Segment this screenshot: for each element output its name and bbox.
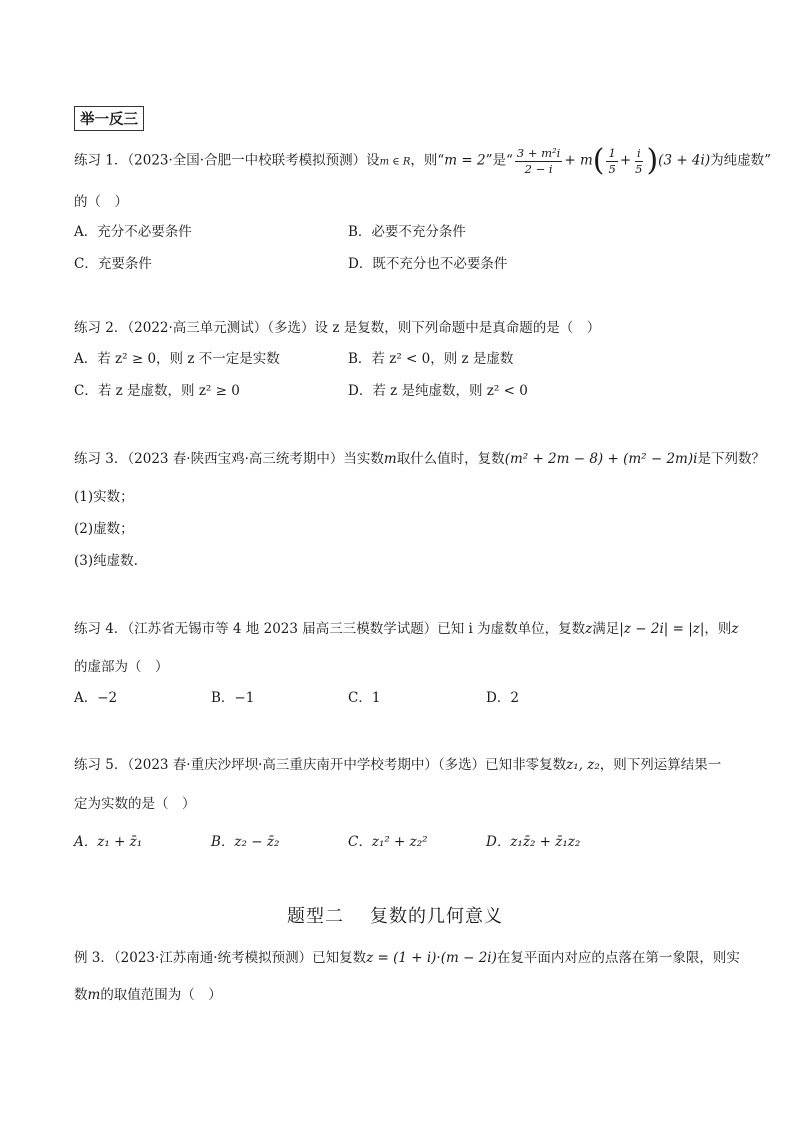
example3-label: 例 3． (74, 950, 114, 966)
ex4-label: 练习 4． (74, 621, 128, 637)
ex4-var-z: z (585, 621, 593, 637)
ex3-item-2: (2)虚数； (74, 521, 134, 537)
ex1-source: （2023·全国·合肥一中校联考模拟预测） (127, 152, 367, 169)
ex1-frac2: $\frac{1}{5}$ (608, 146, 616, 176)
ex1-plus-m: + m (564, 152, 593, 169)
section2-title-b: 复数的几何意义 (370, 906, 503, 927)
ex3-source: （2023 春·陕西宝鸡·高三统考期中） (127, 451, 344, 467)
ex4-expr: |z − 2i| = |z| (619, 621, 705, 637)
ex5-option-b: B．z₂ − z̄₂ (211, 834, 280, 850)
ex1-text-c: ”是“ (485, 152, 513, 169)
ex5-option-d: D．z₁z̄₂ + z̄₁z₂ (486, 834, 581, 850)
ex2-label: 练习 2． (74, 320, 128, 336)
ex3-item-1: (1)实数； (74, 489, 134, 505)
ex5-option-c: C．z₁² + z₂² (348, 834, 428, 850)
ex4-option-d: D．2 (486, 690, 519, 706)
ex2-text: 设 z 是复数，则下列命题中是真命题的是（ ） (314, 320, 601, 336)
ex3-text-a: 当实数 (343, 451, 384, 467)
example3-text-b: 在复平面内对应的点落在第一象限，则实 (496, 950, 740, 966)
ex3-label: 练习 3． (74, 451, 128, 467)
example3-question (74, 946, 740, 966)
ex1-text-d: 为纯虚数” (710, 152, 772, 169)
ex3-item-3: (3)纯虚数. (74, 553, 138, 569)
example3-var-m: m (87, 987, 101, 1003)
ex5-text-a: 已知非零复数 (485, 757, 567, 773)
ex4-var-z2: z (731, 621, 739, 637)
ex1-m-eq: m = 2 (444, 152, 486, 169)
ex3-var-m: m (383, 451, 397, 467)
section2-title (287, 902, 503, 928)
ex1-frac1: $\frac{\text{3 + m²i}}{2 - i}$ (516, 146, 561, 176)
ex1-plus: + (619, 152, 632, 169)
ex2-source: （2022·高三单元测试）（多选） (127, 320, 315, 336)
ex1-option-d: D．既不充分也不必要条件 (348, 256, 508, 272)
ex1-question: 练习 1．（2023·全国·合肥一中校联考模拟预测）设m ∈ R，则“m = 2”是“ $\frac{\text{3 + m²i}}{2 - i}$ + m( $\frac{1}{5}$ + $\frac{i}{5}$ )(3 + 4i)为纯虚数” (74, 143, 772, 178)
ex1-text-a: 设 (366, 152, 380, 169)
ex2-option-b: B．若 z² < 0，则 z 是虚数 (348, 351, 514, 367)
ex5-text-c: 定为实数的是（ ） (74, 796, 196, 812)
ex4-option-b: B．−1 (211, 690, 255, 706)
ex3-text-c: 是下列数？ (697, 451, 765, 467)
ex5-text-b: ，则下列运算结果一 (599, 757, 722, 773)
ex1-cond-set: m ∈ R (379, 156, 411, 168)
ex4-option-a: A．−2 (74, 690, 118, 706)
ex5-option-a: A．z₁ + z̄₁ (74, 834, 143, 850)
example3-source: （2023·江苏南通·统考模拟预测） (113, 950, 313, 966)
ex4-source: （江苏省无锡市等 4 地 2023 届高三三模数学试题） (127, 621, 438, 637)
ex5-source: （2023 春·重庆沙坪坝·高三重庆南开中学校考期中）（多选） (127, 757, 486, 773)
example3-text-c: 数 (74, 987, 88, 1003)
ex3-question (74, 447, 765, 467)
ex1-option-b: B．必要不充分条件 (348, 224, 466, 240)
ex4-option-c: C．1 (348, 690, 381, 706)
ex1-text-e: 的（ ） (74, 194, 128, 210)
example3-text-a: 已知复数 (312, 950, 367, 966)
ex5-label: 练习 5． (74, 757, 128, 773)
ex2-option-a: A．若 z² ≥ 0，则 z 不一定是实数 (74, 351, 280, 367)
example3-question-line2 (74, 983, 222, 1003)
ex3-expr: (m² + 2m − 8) + (m² − 2m)i (504, 451, 698, 467)
ex4-text-c: ，则 (704, 621, 732, 637)
ex1-factor: (3 + 4i) (658, 152, 711, 169)
ex4-text-a: 已知 i 为虚数单位，复数 (437, 621, 586, 637)
example3-text-d: 的取值范围为（ ） (100, 987, 222, 1003)
ex4-text-d: 的虚部为（ ） (74, 659, 169, 675)
example3-expr: z = (1 + i)·(m − 2i) (366, 950, 497, 966)
ex2-option-d: D．若 z 是纯虚数，则 z² < 0 (348, 383, 528, 399)
ex1-label: 练习 1． (74, 152, 128, 169)
ex5-vars: z₁, z₂ (566, 757, 600, 773)
ex4-question (74, 617, 739, 637)
ex4-text-b: 满足 (592, 621, 620, 637)
ex1-text-b: ，则“ (410, 152, 445, 169)
ex5-question (74, 753, 721, 773)
ex2-question (74, 316, 600, 336)
ex2-option-c: C．若 z 是虚数，则 z² ≥ 0 (74, 383, 240, 399)
ex1-option-c: C．充要条件 (74, 256, 152, 272)
ex3-text-b: 取什么值时，复数 (396, 451, 505, 467)
ex1-option-a: A．充分不必要条件 (74, 224, 192, 240)
section2-title-a: 题型二 (287, 906, 344, 927)
section-tag: 举一反三 (74, 106, 144, 131)
ex1-frac3: $\frac{i}{5}$ (635, 146, 643, 176)
